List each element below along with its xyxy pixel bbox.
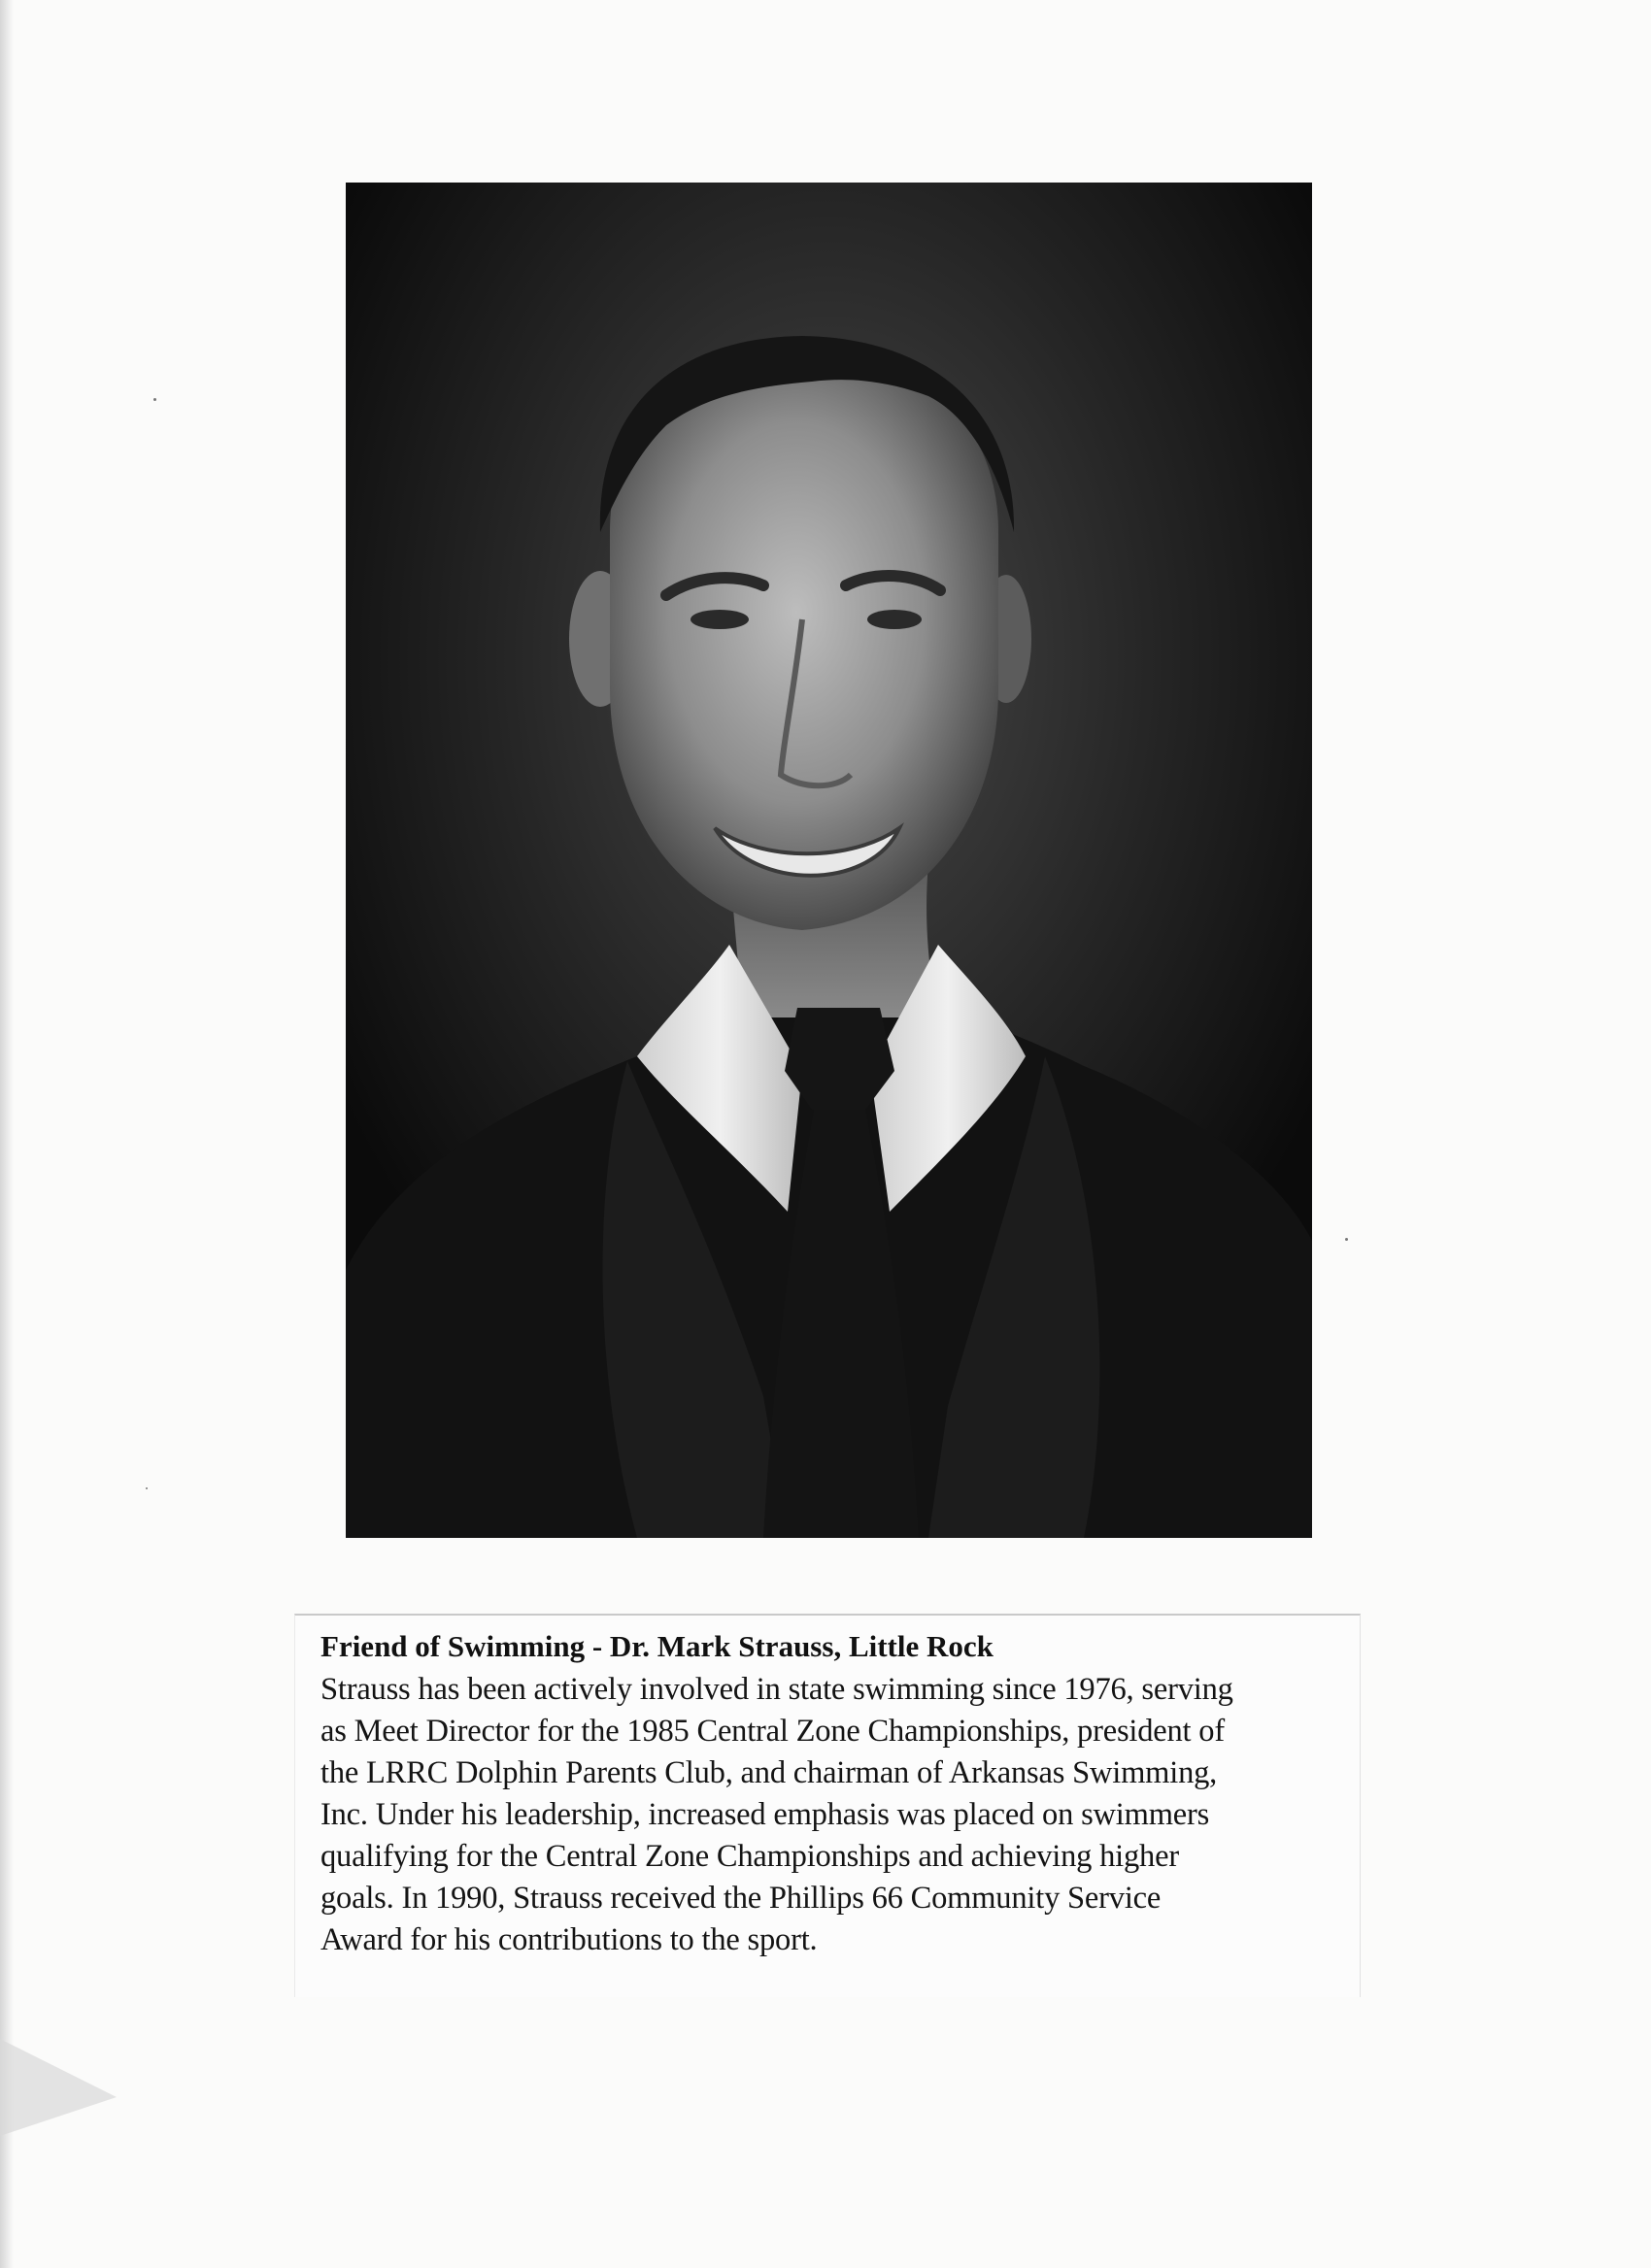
caption-line-5: qualifying for the Central Zone Championships and achieving higher (320, 1839, 1179, 1874)
page-edge-shadow (0, 0, 14, 2268)
caption-title: Friend of Swimming - Dr. Mark Strauss, Little Rock (320, 1629, 994, 1663)
paper-speck (146, 1487, 148, 1489)
caption-box (294, 1614, 1361, 1997)
paper-speck (153, 398, 156, 401)
caption-line-7: Award for his contributions to the sport. (320, 1922, 818, 1957)
caption-line-4: Inc. Under his leadership, increased emphasis was placed on swimmers (320, 1797, 1210, 1832)
page-corner-fold (0, 2039, 117, 2136)
caption-line-6: goals. In 1990, Strauss received the Phillips 66 Community Service (320, 1881, 1162, 1916)
portrait-photo (346, 183, 1312, 1538)
paper-speck (1345, 1238, 1348, 1241)
caption-line-2: as Meet Director for the 1985 Central Zone Championships, president of (320, 1714, 1225, 1749)
caption-line-1: Strauss has been actively involved in state swimming since 1976, serving (320, 1672, 1233, 1707)
caption-line-3: the LRRC Dolphin Parents Club, and chairman of Arkansas Swimming, (320, 1755, 1218, 1790)
